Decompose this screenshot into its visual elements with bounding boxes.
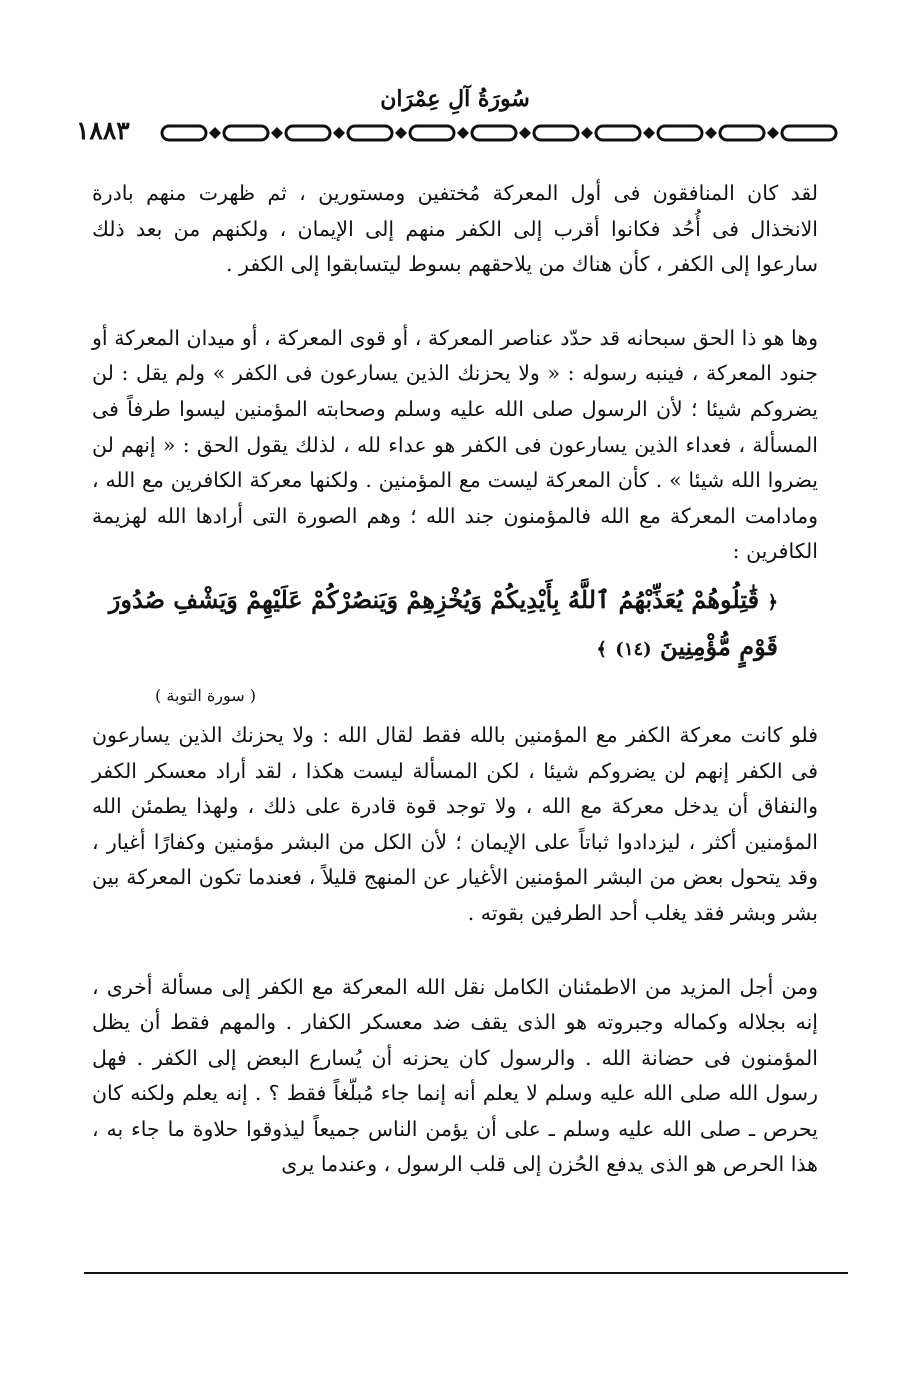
verse-text: قَٰتِلُوهُمْ يُعَذِّبْهُمُ ٱللَّهُ بِأَيْدِيكُمْ وَيُخْزِهِمْ وَيَنصُرْكُمْ عَلَيْهِمْ وَيَشْفِ صُدُورَ قَوْمٍ مُّؤْمِنِينَ (108, 584, 778, 661)
page-header (70, 86, 840, 146)
page-number: ١٨٨٣ (76, 116, 130, 145)
paragraph-3: فلو كانت معركة الكفر مع المؤمنين بالله فقط لقال الله : ولا يحزنك الذين يسارعون فى الكفر إنهم لن يضروكم شيئا ، لكن المسألة ليست هكذا ، لقد أراد معسكر الكفر والنفاق أن يدخل معركة مع الله ، ولا توجد قوة قادرة على ذلك ، ولهذا يطمئن الله المؤمنين أكثر ، ليزدادوا ثباتاً على الإيمان ؛ لأن الكل من البشر مؤمنين وكفارًا أغيار ، وقد يتحول بعض من البشر المؤمنين الأغيار عن المنهج قليلاً ، فعندما تكون المعركة بين بشر وبشر فقد يغلب أحد الطرفين بقوته . (92, 722, 818, 925)
verse-reference: ( سورة التوبة ) (155, 685, 256, 705)
page-body (92, 176, 818, 1183)
surah-title: سُورَةُ آلِ عِمْرَان (380, 86, 530, 112)
verse-open-bracket: ﴿ (767, 591, 778, 613)
paragraph-4: ومن أجل المزيد من الاطمئنان الكامل نقل الله المعركة مع الكفر إلى مسألة أخرى ، إنه بجلاله وكماله وجبروته هو الذى يقف ضد معسكر الكفار . والمهم فقط أن يظل المؤمنون فى حضانة الله . والرسول كان يحزنه أن يُسارع البعض إلى الكفر . فهل رسول الله صلى الله عليه وسلم لا يعلم أنه إنما جاء مُبلّغاً فقط ؟ . إنه يعلم ولكنه كان يحرص ـ صلى الله عليه وسلم ـ على أن يؤمن الناس جميعاً ليذوقوا حلاوة ما جاء به ، هذا الحرص هو الذى يدفع الحُزن إلى قلب الرسول ، وعندما يرى (92, 974, 818, 1177)
verse-close-bracket: ﴾ (596, 638, 607, 660)
ornament-band (160, 122, 840, 144)
verse-number: (١٤) (615, 638, 652, 660)
paragraph-2: وها هو ذا الحق سبحانه قد حدّد عناصر المعركة ، أو قوى المعركة ، أو ميدان المعركة أو جنود المعركة ، فينبه رسوله : « ولا يحزنك الذين يسارعون فى الكفر » ولم يقل : لن يضروكم شيئا ؛ لأن الرسول صلى الله عليه وسلم وصحابته المؤمنين ليسوا طرفاً فى المسألة ، فعداء الذين يسارعون فى الكفر هو عداء لله ، لذلك يقول الحق : « إنهم لن يضروا الله شيئا » . كأن المعركة ليست مع المؤمنين . ولكنها معركة الكافرين مع الله ، ومادامت المعركة مع الله فالمؤمنون جند الله ؛ وهم الصورة التى أرادها الله لهزيمة الكافرين : (92, 325, 818, 564)
footer-rule (84, 1272, 848, 1274)
paragraph-1: لقد كان المنافقون فى أول المعركة مُختفين ومستورين ، ثم ظهرت منهم بادرة الانخذال فى أُحُد فكانوا أقرب إلى الكفر منهم إلى الإيمان ، ولكنهم من بعد ذلك سارعوا إلى الكفر ، كأن هناك من يلاحقهم بسوط ليتسابقوا إلى الكفر . (92, 181, 818, 277)
quran-verse (102, 578, 778, 672)
